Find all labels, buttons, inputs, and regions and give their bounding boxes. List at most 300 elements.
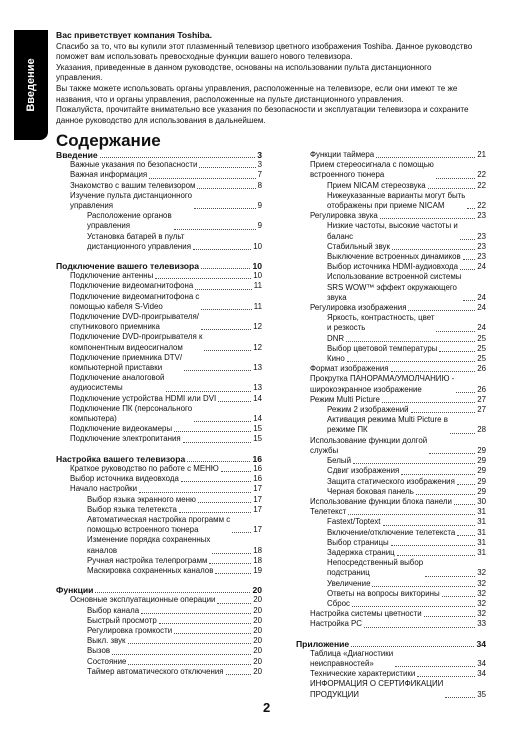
toc-entry-page: 34 [476, 638, 486, 649]
toc-entry[interactable] [56, 211, 262, 231]
toc-entry[interactable] [56, 616, 262, 626]
toc-entry-title: Выбор языка экранного меню [87, 494, 196, 504]
toc-entry-page: 32 [477, 609, 486, 619]
toc-leader [204, 350, 251, 351]
toc-entry-title: Состояние [87, 656, 127, 666]
toc-entry-title: Выкл. звук [87, 636, 126, 646]
toc-entry-page: 23 [477, 231, 486, 241]
toc-leader [460, 239, 475, 240]
toc-leader [199, 167, 255, 168]
toc-entry-page: 12 [253, 322, 262, 332]
toc-leader [463, 259, 475, 260]
toc-entry[interactable] [56, 292, 262, 312]
toc-entry[interactable] [296, 497, 486, 507]
toc-entry[interactable] [56, 170, 262, 180]
toc-entry-page: 29 [477, 466, 486, 476]
toc-entry-page: 10 [253, 241, 262, 251]
toc-entry-title: Знакомство с вашим телевизором [70, 180, 196, 190]
toc-leader [128, 643, 252, 644]
toc-entry-title: Режим Multi Picture [310, 394, 380, 404]
toc-entry-title: Выбор страницы [327, 537, 389, 547]
toc-leader [351, 646, 474, 647]
toc-leader [215, 573, 251, 574]
toc-entry-page: 18 [253, 545, 262, 555]
toc-entry-title: Подключение ПК (персонального компьютера) [70, 403, 193, 424]
toc-leader [445, 697, 475, 698]
toc-entry-page: 31 [477, 527, 486, 537]
toc-entry-title: Низкие частоты, высокие частоты и баланс [327, 221, 458, 241]
toc-leader [467, 208, 475, 209]
toc-entry[interactable] [296, 487, 486, 497]
toc-entry-title: Использование функции блока панели [310, 496, 452, 506]
toc-entry-title: Использование встроенной системы SRS WOW™ эффект окружающего звука [327, 272, 462, 302]
toc-entry-page: 20 [253, 605, 262, 615]
toc-entry[interactable] [296, 669, 486, 679]
toc-entry-title: Подключение аналоговой аудиосистемы [70, 373, 165, 393]
toc-entry[interactable] [296, 619, 486, 629]
toc-entry[interactable] [296, 354, 486, 364]
toc-leader [424, 616, 476, 617]
toc-leader [184, 370, 251, 371]
toc-entry[interactable] [296, 609, 486, 619]
toc-entry[interactable] [56, 474, 262, 484]
toc-entry-page: 3 [257, 160, 262, 170]
toc-entry[interactable] [296, 160, 486, 180]
toc-entry[interactable] [296, 344, 486, 354]
toc-entry-page: 27 [477, 394, 486, 404]
toc-entry-title: Регулировка звука [310, 211, 378, 221]
toc-entry-title: Прием стереосигнала с помощью встроенного тюнера [310, 160, 434, 180]
toc-entry-title: Настройка PC [310, 619, 362, 629]
toc-leader [218, 401, 251, 402]
toc-entry[interactable] [56, 566, 262, 576]
toc-entry[interactable] [56, 535, 262, 555]
toc-leader [174, 633, 251, 634]
toc-entry-title: Стабильный звук [327, 241, 390, 251]
toc-leader [95, 592, 250, 593]
toc-entry-title: Черная боковая панель [327, 486, 414, 496]
toc-leader [429, 453, 475, 454]
toc-leader [183, 442, 252, 443]
toc-entry-title: Увеличение [327, 578, 371, 588]
toc-entry-page: 32 [477, 568, 486, 578]
toc-leader [346, 341, 475, 342]
toc-entry[interactable] [296, 395, 486, 405]
toc-entry-page: 32 [477, 598, 486, 608]
toc-leader [460, 269, 475, 270]
toc-leader [209, 563, 251, 564]
page-number: 2 [263, 700, 271, 715]
toc-entry-page: 11 [253, 301, 262, 311]
toc-entry-page: 29 [477, 456, 486, 466]
toc-entry[interactable] [296, 507, 486, 517]
toc-entry[interactable] [56, 657, 262, 667]
toc-entry[interactable] [56, 636, 262, 646]
toc-entry-page: 19 [253, 565, 262, 575]
toc-entry-title: Вызов [87, 646, 111, 656]
toc-entry[interactable] [56, 281, 262, 291]
toc-entry-page: 13 [253, 363, 262, 373]
toc-leader [128, 664, 251, 665]
toc-entry[interactable] [296, 477, 486, 487]
toc-leader [195, 289, 252, 290]
toc-entry-page: 16 [253, 463, 262, 473]
toc-entry-title: Важные указания по безопасности [70, 160, 198, 170]
toc-entry-page: 7 [257, 170, 262, 180]
toc-entry[interactable] [296, 374, 486, 394]
toc-entry[interactable] [56, 271, 262, 281]
toc-entry-title: Введение [56, 150, 98, 160]
toc-leader [181, 481, 251, 482]
toc-entry[interactable] [296, 548, 486, 558]
toc-entry-title: Автоматическая настройка программ с помощью встроенного тюнера [87, 514, 231, 535]
toc-entry[interactable] [56, 646, 262, 656]
toc-entry-title: Изменение порядка сохраненных каналов [87, 535, 211, 555]
toc-entry[interactable] [56, 556, 262, 566]
toc-leader [221, 471, 251, 472]
toc-entry-title: Прием NICAM стереозвука [327, 180, 426, 190]
toc-entry[interactable] [296, 181, 486, 191]
toc-entry-title: Подключение устройства HDMI или DVI [70, 393, 217, 403]
toc-entry[interactable] [56, 606, 262, 616]
toc-entry-title: Регулировка изображения [310, 303, 407, 313]
toc-entry-title: Подключение видеокамеры [70, 424, 173, 434]
toc-leader [155, 278, 251, 279]
toc-entry[interactable] [296, 558, 486, 578]
toc-entry[interactable] [56, 464, 262, 474]
toc-leader [408, 310, 475, 311]
toc-entry[interactable] [296, 466, 486, 476]
toc-leader [194, 208, 256, 209]
toc-entry-title: Подключение видеомагнитофона с помощью кабеля S-Video [70, 291, 200, 311]
toc-title: Содержание [56, 131, 161, 150]
toc-entry-page: 9 [257, 201, 262, 211]
toc-leader [397, 555, 476, 556]
toc-leader [198, 502, 251, 503]
toc-entry-page: 13 [253, 383, 262, 393]
toc-entry-page: 29 [477, 445, 486, 455]
toc-leader [383, 525, 476, 526]
toc-entry[interactable] [296, 303, 486, 313]
toc-entry[interactable] [56, 626, 262, 636]
toc-entry[interactable] [296, 538, 486, 548]
toc-leader [174, 431, 251, 432]
toc-section[interactable] [56, 454, 262, 464]
toc-entry-title: Выбор языка телетекста [87, 504, 177, 514]
toc-entry-title: Сдвиг изображения [327, 466, 400, 476]
toc-entry[interactable] [56, 667, 262, 677]
toc-entry[interactable] [296, 405, 486, 415]
toc-entry-page: 3 [257, 150, 262, 160]
toc-section[interactable] [56, 150, 262, 160]
toc-leader [353, 463, 475, 464]
toc-leader [454, 504, 475, 505]
toc-leader [457, 535, 475, 536]
toc-leader [416, 494, 475, 495]
toc-section[interactable] [296, 639, 486, 649]
toc-entry-title: Активация режима Multi Picture в режиме ПК [327, 415, 448, 435]
toc-leader [201, 309, 251, 310]
toc-entry-title: Таймер автоматического отключения [87, 666, 224, 676]
toc-entry[interactable] [56, 505, 262, 515]
toc-leader [232, 532, 251, 533]
toc-entry[interactable] [296, 599, 486, 609]
toc-entry-title: Подключение электропитания [70, 434, 181, 444]
toc-entry-page: 22 [477, 170, 486, 180]
toc-entry-title: Непосредственный выбор подстраниц [327, 558, 424, 578]
toc-leader [201, 268, 250, 269]
toc-entry-page: 20 [253, 656, 262, 666]
toc-entry-page: 25 [477, 333, 486, 343]
toc-entry-title: Выбор источника HDMI-аудиовхода [327, 262, 459, 272]
toc-entry-title: Регулировка громкости [87, 625, 173, 635]
toc-entry[interactable] [56, 424, 262, 434]
toc-entry-title: Выбор канала [87, 605, 140, 615]
toc-leader [401, 474, 475, 475]
toc-leader [348, 514, 475, 515]
toc-left-column [56, 150, 262, 677]
toc-leader [382, 402, 475, 403]
toc-entry-page: 32 [477, 588, 486, 598]
toc-entry-title: Изучение пульта дистанционного управления [70, 190, 192, 211]
toc-entry-page: 14 [253, 393, 262, 403]
toc-entry-page: 22 [477, 180, 486, 190]
toc-entry[interactable] [296, 579, 486, 589]
toc-entry-page: 23 [477, 211, 486, 221]
toc-entry[interactable] [296, 679, 486, 699]
toc-entry-page: 12 [253, 342, 262, 352]
toc-leader [141, 613, 251, 614]
toc-entry[interactable] [56, 181, 262, 191]
toc-entry[interactable] [56, 312, 262, 332]
toc-entry[interactable] [296, 528, 486, 538]
toc-entry[interactable] [296, 211, 486, 221]
toc-entry[interactable] [296, 436, 486, 456]
toc-entry-page: 20 [253, 666, 262, 676]
toc-leader [442, 596, 476, 597]
toc-entry-page: 31 [477, 517, 486, 527]
toc-leader [417, 676, 475, 677]
toc-entry-page: 17 [253, 484, 262, 494]
toc-entry-page: 17 [253, 494, 262, 504]
toc-entry[interactable] [296, 313, 486, 333]
toc-entry-title: Настройка вашего телевизора [56, 453, 186, 464]
toc-entry[interactable] [56, 232, 262, 252]
toc-leader [436, 178, 475, 179]
toc-entry-title: Подключение DVD-проигрывателя/ спутникового приемника [70, 312, 199, 332]
toc-entry[interactable] [296, 262, 486, 272]
toc-leader [391, 545, 476, 546]
toc-entry-page: 24 [477, 292, 486, 302]
toc-entry-title: Белый [327, 456, 351, 466]
toc-entry-page: 21 [477, 150, 486, 159]
toc-entry-page: 15 [253, 424, 262, 434]
toc-leader [194, 421, 251, 422]
toc-entry[interactable] [56, 595, 262, 605]
toc-entry-page: 31 [477, 547, 486, 557]
toc-entry-page: 20 [253, 625, 262, 635]
toc-entry-title: Использование функции долгой службы [310, 435, 428, 455]
toc-entry-title: Расположение органов управления [87, 211, 172, 231]
toc-leader [193, 249, 251, 250]
toc-entry-page: 20 [253, 636, 262, 646]
toc-entry-page: 10 [252, 261, 262, 272]
toc-leader [347, 361, 475, 362]
toc-entry[interactable] [56, 484, 262, 494]
toc-entry-title: Настройка системы цветности [310, 609, 422, 619]
toc-leader [392, 249, 475, 250]
toc-entry-title: ИНФОРМАЦИЯ О СЕРТИФИКАЦИИ ПРОДУКЦИИ [310, 679, 444, 699]
toc-entry-page: 25 [477, 354, 486, 364]
toc-entry[interactable] [296, 334, 486, 344]
toc-leader [456, 392, 475, 393]
toc-entry[interactable] [56, 373, 262, 393]
toc-entry[interactable] [296, 364, 486, 374]
toc-entry-page: 25 [477, 343, 486, 353]
toc-entry[interactable] [296, 252, 486, 262]
toc-leader [463, 300, 475, 301]
toc-entry-page: 22 [477, 201, 486, 211]
toc-entry[interactable] [296, 415, 486, 435]
toc-leader [212, 553, 251, 554]
toc-entry-title: Сброс [327, 598, 350, 608]
toc-entry-page: 16 [252, 453, 262, 464]
toc-entry-page: 29 [477, 476, 486, 486]
toc-entry-page: 23 [477, 241, 486, 251]
toc-leader [436, 331, 475, 332]
toc-entry[interactable] [56, 404, 262, 424]
toc-entry-page: 18 [253, 555, 262, 565]
toc-leader [166, 391, 251, 392]
toc-entry[interactable] [296, 191, 486, 211]
toc-entry[interactable] [296, 589, 486, 599]
toc-leader [395, 666, 475, 667]
toc-entry[interactable] [56, 160, 262, 170]
toc-entry[interactable] [296, 242, 486, 252]
toc-leader [352, 606, 475, 607]
toc-entry-title: Приложение [296, 638, 350, 649]
toc-section[interactable] [56, 585, 262, 595]
toc-entry[interactable] [56, 495, 262, 505]
toc-leader [226, 674, 252, 675]
toc-leader [201, 329, 251, 330]
toc-entry-page: 29 [477, 486, 486, 496]
toc-entry-title: Fastext/Toptext [327, 517, 381, 527]
toc-entry-title: Функции таймера [310, 150, 375, 159]
toc-entry-page: 20 [253, 615, 262, 625]
toc-entry-page: 26 [477, 384, 486, 394]
toc-entry[interactable] [56, 191, 262, 211]
toc-entry-title: DNR [327, 333, 345, 343]
toc-leader [428, 188, 476, 189]
toc-entry-title: Важная информация [70, 170, 148, 180]
toc-leader [439, 351, 475, 352]
toc-entry-title: Начало настройки [70, 484, 138, 494]
toc-entry-title: Выбор цветовой температуры [327, 343, 438, 353]
toc-entry[interactable] [296, 221, 486, 241]
toc-right-column [296, 150, 486, 700]
intro-text [56, 30, 476, 126]
toc-entry-title: Подключение видеомагнитофона [70, 281, 194, 291]
toc-entry[interactable] [56, 332, 262, 352]
toc-entry-title: Выбор источника видеовхода [70, 474, 179, 484]
toc-entry-page: 20 [253, 646, 262, 656]
toc-entry-title: Нижеуказанные варианты могут быть отображены при приеме NICAM [327, 190, 466, 211]
toc-entry-page: 24 [477, 262, 486, 272]
intro-paragraph: Вы также можете использовать органы управления, расположенные на телевизоре, если они имеют те же названия, что и органы управления, расположенные на пульте дистанционного управления. [56, 83, 458, 104]
toc-leader [112, 654, 251, 655]
toc-entry-page: 31 [477, 537, 486, 547]
toc-entry[interactable] [56, 515, 262, 535]
toc-leader [457, 484, 475, 485]
toc-leader [364, 627, 475, 628]
toc-leader [159, 623, 252, 624]
toc-entry[interactable] [296, 649, 486, 669]
toc-entry-page: 28 [477, 425, 486, 435]
toc-entry-page: 34 [477, 658, 486, 668]
toc-entry[interactable] [296, 456, 486, 466]
toc-entry-title: Задержка страниц [327, 547, 395, 557]
toc-entry-title: Краткое руководство по работе с МЕНЮ [70, 463, 219, 473]
toc-leader [139, 492, 251, 493]
toc-entry-page: 30 [477, 496, 486, 506]
toc-entry-title: Выключение встроенных динамиков [327, 252, 461, 262]
toc-entry-title: Маскировка сохраненных каналов [87, 565, 214, 575]
toc-entry-title: Формат изображения [310, 364, 389, 374]
toc-entry-page: 11 [253, 281, 262, 291]
toc-entry-title: Включение/отключение телетекста [327, 527, 456, 537]
toc-leader [174, 229, 256, 230]
toc-entry-page: 31 [477, 507, 486, 517]
toc-entry-title: Защита статического изображения [327, 476, 455, 486]
toc-entry-title: Функции [56, 585, 94, 596]
toc-entry[interactable] [56, 434, 262, 444]
toc-entry[interactable] [56, 353, 262, 373]
toc-entry-page: 20 [253, 595, 262, 605]
toc-leader [425, 576, 475, 577]
toc-entry-title: Подключение антенны [70, 271, 154, 281]
toc-leader [179, 512, 251, 513]
toc-leader [197, 188, 255, 189]
section-tab [14, 30, 48, 140]
toc-entry-title: Телетекст [310, 507, 347, 517]
toc-section[interactable] [56, 261, 262, 271]
toc-entry-page: 10 [253, 271, 262, 281]
toc-entry[interactable] [296, 272, 486, 303]
toc-entry-title: Подключение DVD-проигрывателя к компонентным видеосигналом [70, 332, 203, 352]
toc-leader [450, 433, 475, 434]
toc-entry-title: Ответы на вопросы викторины [327, 588, 440, 598]
toc-entry-title: Подключение приемника DTV/ компьютерной приставки [70, 352, 183, 373]
toc-leader [187, 461, 250, 462]
toc-entry[interactable] [296, 150, 486, 160]
toc-entry-title: Подключение вашего телевизора [56, 261, 200, 272]
toc-entry-page: 14 [253, 414, 262, 424]
toc-entry[interactable] [296, 517, 486, 527]
section-tab-label: Введение [25, 58, 37, 112]
toc-entry-page: 35 [477, 689, 486, 699]
toc-entry-page: 24 [477, 303, 486, 313]
toc-entry-page: 34 [477, 669, 486, 679]
toc-entry-title: Кино [327, 354, 345, 364]
toc-entry-page: 23 [477, 252, 486, 262]
toc-leader [217, 603, 251, 604]
intro-paragraph: Указания, приведенные в данном руководстве, основаны на использовании пульта дистанционного управления. [56, 62, 432, 83]
toc-entry-title: Таблица «Диагностики неисправностей» [310, 648, 394, 668]
toc-entry[interactable] [56, 394, 262, 404]
toc-entry-title: Ручная настройка телепрограмм [87, 555, 208, 565]
toc-leader [372, 586, 475, 587]
